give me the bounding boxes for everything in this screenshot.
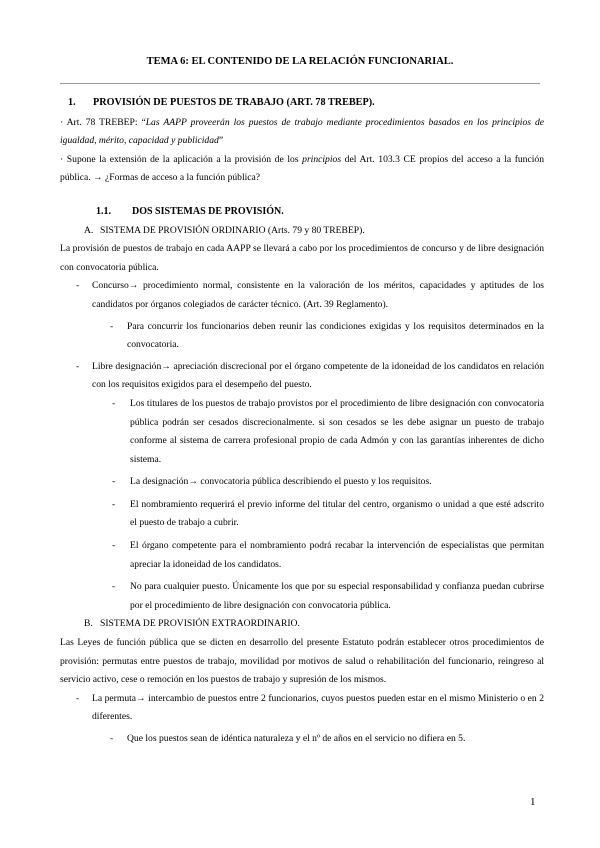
subsection-a-letter: A. <box>84 224 94 236</box>
subsection-b-letter: B. <box>84 618 93 630</box>
list-bullet: - <box>112 540 116 552</box>
list-bullet: - <box>76 360 80 372</box>
sub-list-item-text: No para cualquier puesto. Únicamente los que por su especial responsabilidad y confianza puedan cubrirse por el procedimiento de libre designación con convocatoria pública. <box>130 581 544 611</box>
sub-list-item-text: El nombramiento requerirá el previo informe del titular del centro, organismo o unidad a que esté adscrito el puesto de trabajo a cubrir. <box>130 498 544 529</box>
list-bullet: - <box>110 733 114 744</box>
paragraph: Las Leyes de función pública que se dicten en desarrollo del presente Estatuto podrán establecer otros procedimientos de provisión: permutas entre puestos de trabajo, movilidad por motivos de salud o rehabilitación del funcionario, reingreso al servicio activo, cese o remoción en los puestos de trabajo y supresión de los mismos. <box>60 637 544 686</box>
list-bullet: - <box>76 280 80 292</box>
section-number: 1. <box>68 97 76 108</box>
title-divider <box>60 83 540 84</box>
subsection-a-heading <box>84 222 544 241</box>
list-bullet: - <box>76 692 80 704</box>
sub-list-item-text: El órgano competente para el nombramiento podrá recabar la intervención de especialistas que permitan apreciar la idoneidad de los candidatos. <box>130 540 544 570</box>
sub-list-item <box>112 537 544 574</box>
note-italic: principios <box>302 153 342 165</box>
sub-list-item <box>112 395 544 469</box>
note-paragraph <box>60 151 544 188</box>
subsection-a-title: SISTEMA DE PROVISIÓN ORDINARIO (Arts. 79 y 80 TREBEP). <box>100 224 365 236</box>
list-bullet: - <box>112 581 116 593</box>
subsection-number: 1.1. <box>96 205 111 217</box>
sub-list-item-text: La designación→ convocatoria pública describiendo el puesto y los requisitos. <box>130 476 432 488</box>
sub-list-item <box>112 578 544 615</box>
article-ref: · Art. 78 TREBEP: “ <box>60 116 146 128</box>
subsection-b-heading <box>84 615 544 634</box>
section-title: PROVISIÓN DE PUESTOS DE TRABAJO (ART. 78 TREBEP). <box>93 97 375 108</box>
article-quote-paragraph <box>60 114 544 151</box>
subsection-title: DOS SISTEMAS DE PROVISIÓN. <box>132 205 284 217</box>
list-item <box>76 277 544 314</box>
list-bullet: - <box>112 498 116 510</box>
list-item-text: La permuta→ intercambio de puestos entre 2 funcionarios, cuyos puestos pueden estar en el mismo Ministerio o en 2 diferentes. <box>92 692 544 723</box>
sub-list-item-text: Que los puestos sean de idéntica naturaleza y el nº de años en el servicio no difiera en 5. <box>127 733 466 744</box>
sub-list-item <box>110 730 544 749</box>
page-title: TEMA 6: EL CONTENIDO DE LA RELACIÓN FUNCIONARIAL. <box>146 56 454 67</box>
subsection-b-title: SISTEMA DE PROVISIÓN EXTRAORDINARIO. <box>100 618 300 630</box>
sub-list-item <box>112 473 544 492</box>
section-heading <box>68 94 544 113</box>
list-item <box>76 690 544 727</box>
list-item <box>76 358 544 395</box>
list-bullet: - <box>112 476 116 488</box>
sub-list-item <box>110 318 544 355</box>
list-bullet: - <box>112 397 116 409</box>
list-bullet: - <box>110 320 114 332</box>
sub-list-item <box>112 496 544 533</box>
paragraph: La provisión de puestos de trabajo en cada AAPP se llevará a cabo por los procedimientos de concurso y de libre designación con convocatoria pública. <box>60 243 544 273</box>
page-number: 1 <box>530 796 536 808</box>
document-body <box>60 94 544 749</box>
note-text-end: del Art. 103.3 CE propios del acceso a la función pública. → ¿Formas de acceso a la función pública? <box>60 153 544 184</box>
sub-list-item-text: Para concurrir los funcionarios deben reunir las condiciones exigidas y los requisitos determinados en la convocatoria. <box>127 320 544 351</box>
subsection-heading <box>96 203 544 222</box>
list-item-text: Libre designación→ apreciación discrecional por el órgano competente de la idoneidad de los candidatos en relación con los requisitos exigidos para el desempeño del puesto. <box>92 360 544 391</box>
quote-close: ” <box>218 135 224 147</box>
list-item-text: Concurso→ procedimiento normal, consistente en la valoración de los méritos, capacidades y aptitudes de los candidatos por órganos colegiados de carácter técnico. (Art. 39 Reglamento). <box>92 280 544 310</box>
article-quote: Las AAPP proveerán los puestos de trabajo mediante procedimientos basados en los principios de igualdad, mérito, capacidad y publicidad <box>60 116 544 147</box>
note-text: · Supone la extensión de la aplicación a la provisión de los <box>60 153 303 165</box>
sub-list-item-text: Los titulares de los puestos de trabajo provistos por el procedimiento de libre designación con convocatoria pública podrán ser cesados discrecionalmente. si son cesados se les debe asignar un puesto de trabajo conforme al sistema de carrera profesional propio de cada Admón y con las garantías inherentes de dicho sistema. <box>130 397 544 465</box>
